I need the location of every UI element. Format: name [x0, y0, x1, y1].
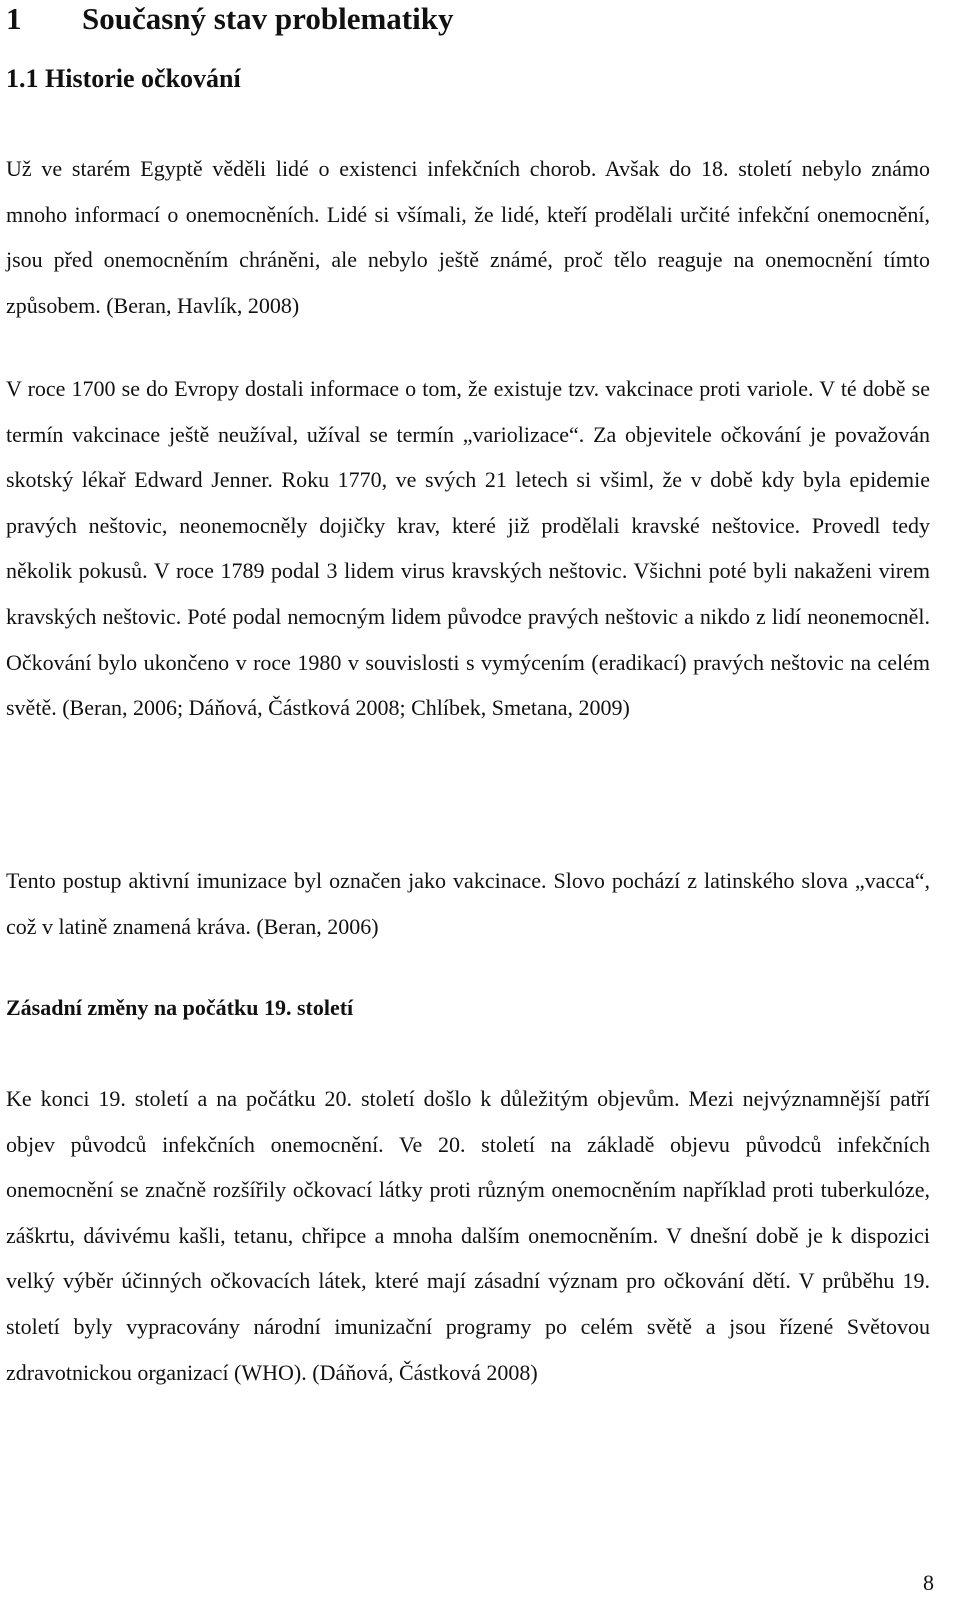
- chapter-number: 1: [6, 1, 22, 36]
- subsection-heading: Zásadní změny na počátku 19. století: [6, 995, 354, 1020]
- paragraph-jenner: V roce 1700 se do Evropy dostali informace o tom, že existuje tzv. vakcinace proti variole. V té době se termín vakcinace ještě neužíval, užíval se termín „variolizace“. Za objevitele očkování je považován skotský lékař Edward Jenner. Roku 1770, ve svých 21 letech si všiml, že v době kdy byla epidemie pravých neštovic, neonemocněly dojičky krav, které již prodělali kravské neštovice. Provedl tedy několik pokusů. V roce 1789 podal 3 lidem virus kravských neštovic. Všichni poté byli nakaženi virem kravských neštovic. Poté podal nemocným lidem původce pravých neštovic a nikdo z lidí neonemocněl. Očkování bylo ukončeno v roce 1980 v souvislosti s vymýcením (eradikací) pravých neštovic na celém světě. (Beran, 2006; Dáňová, Částková 2008; Chlíbek, Smetana, 2009): [6, 376, 930, 721]
- section-heading: 1.1 Historie očkování: [6, 64, 241, 93]
- paragraph-vaccination-term: Tento postup aktivní imunizace byl označen jako vakcinace. Slovo pochází z latinského slova „vacca“, což v latině znamená kráva. (Beran, 2006): [6, 868, 930, 939]
- chapter-title: Současný stav problematiky: [82, 1, 454, 36]
- page-number: 8: [923, 1570, 934, 1595]
- paragraph-egypt: Už ve starém Egyptě věděli lidé o existenci infekčních chorob. Avšak do 18. století nebylo známo mnoho informací o onemocněních. Lidé si všímali, že lidé, kteří prodělali určité infekční onemocnění, jsou před onemocněním chráněni, ale nebylo ještě známé, proč tělo reaguje na onemocnění tímto způsobem. (Beran, Havlík, 2008): [6, 156, 930, 318]
- chapter-heading: [6, 0, 454, 38]
- paragraph-20th-century: Ke konci 19. století a na počátku 20. století došlo k důležitým objevům. Mezi nejvýznamnější patří objev původců infekčních onemocnění. Ve 20. století na základě objevu původců infekčních onemocnění se značně rozšířily očkovací látky proti různým onemocněním například proti tuberkulóze, záškrtu, dávivému kašli, tetanu, chřipce a mnoha dalším onemocněním. V dnešní době je k dispozici velký výběr účinných očkovacích látek, které mají zásadní význam pro očkování dětí. V průběhu 19. století byly vypracovány národní imunizační programy po celém světě a jsou řízené Světovou zdravotnickou organizací (WHO). (Dáňová, Částková 2008): [6, 1086, 930, 1385]
